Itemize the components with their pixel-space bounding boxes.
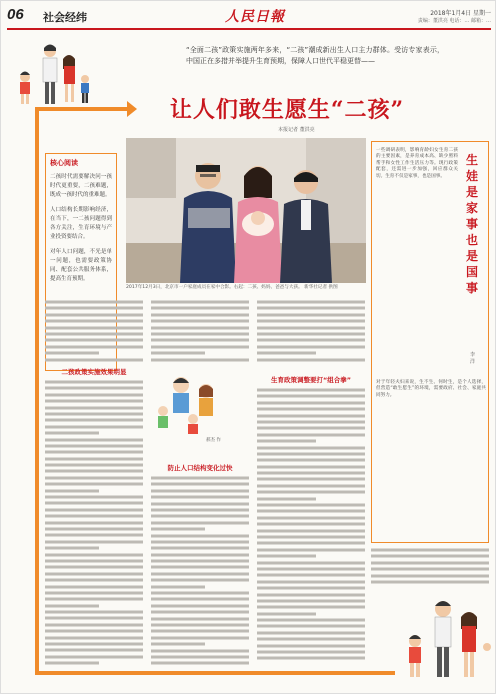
family-photo-image xyxy=(126,138,366,283)
text-line xyxy=(257,357,365,363)
article-column-3b xyxy=(257,387,365,667)
family-illustration-bottom xyxy=(393,589,493,689)
article-column-2 xyxy=(151,299,249,363)
article-column-2b xyxy=(151,475,249,667)
commentary-text: 一些调研表明，影响育龄妇女生育二孩的主要因素，是养育成本高、缺少照料帮手和女性工作生活压力等。现行政策配套，还需进一步加强，回应群众关切。生育不仅是家事，也是国事。 xyxy=(376,148,458,179)
editor-info: 责编：董洪亮 电话：… 邮箱：… xyxy=(417,18,491,24)
frame-bottom-border xyxy=(35,671,395,675)
text-line xyxy=(151,357,249,363)
commentary-title: 生娃是家事也是国事 xyxy=(466,153,479,295)
page-number: 06 xyxy=(7,6,24,23)
section-title: 社会经纬 xyxy=(43,11,87,24)
header-rule xyxy=(7,28,491,30)
article-column-1 xyxy=(45,299,143,363)
family-photo xyxy=(126,138,366,283)
article-column-1b xyxy=(45,379,143,667)
photo-caption: 2017年12月3日，北京市一户家庭成员在家中合影。右起：二孩、妈妈、爸爸与大孩。 新华社记者 供图 xyxy=(126,285,338,290)
newspaper-logo: 人民日報 xyxy=(225,9,285,25)
article-column-3 xyxy=(257,299,365,363)
headline: 让人们敢生愿生“二孩” xyxy=(169,97,405,123)
subheading: 防止人口结构变化过快 xyxy=(167,464,233,472)
lead-paragraph: “全面二孩”政策实施两年多来，“二孩”潮成新出生人口主力群体。受访专家表示，中国正在多措并举提升生育预期，保障人口世代平稳更替—— xyxy=(186,46,444,65)
core-reading-paragraph: 人口结构长期影响经济，在当下，一二孩问题得到各方关注，生育环境与产业投资要结合。 xyxy=(50,207,112,240)
article-column-4 xyxy=(371,547,489,587)
text-line xyxy=(151,660,249,666)
text-line xyxy=(257,655,365,661)
illustration-credit: 郝杰 作 xyxy=(206,438,221,443)
cartoon-illustration xyxy=(151,371,231,441)
commentary-text-continued: 对于年轻夫妇来说，生不生、何时生，是个人选择，但营造“敢生愿生”的环境，需要政府、社会、家庭共同努力。 xyxy=(376,380,486,398)
page-header xyxy=(7,6,491,28)
subheading: 生育政策调整要打“组合拳” xyxy=(270,376,352,384)
text-line xyxy=(45,660,99,666)
frame-top-border xyxy=(35,107,129,111)
text-line xyxy=(45,357,143,363)
commentary-box xyxy=(371,141,489,543)
text-line xyxy=(371,579,489,585)
byline: 本报记者 董洪亮 xyxy=(278,127,315,133)
family-illustration-top xyxy=(5,39,95,111)
core-reading-paragraph: 对年人口问题，不光是单一问题，也需要政策协同、配套公共服务体系，提高生育预期。 xyxy=(50,249,112,282)
frame-arrow-icon xyxy=(127,101,137,117)
frame-left-border xyxy=(35,107,39,675)
core-reading-title: 核心阅读 xyxy=(50,159,78,167)
issue-date: 2018年1月4日 星期一 xyxy=(430,10,491,17)
core-reading-paragraph: 二孩时代需要解决问一孩时代更重要，二孩难题，既成一孩时代的重难题。 xyxy=(50,174,112,198)
commentary-author: 李 洋 xyxy=(470,352,476,365)
subheading: 二孩政策实施效果明显 xyxy=(61,368,127,376)
